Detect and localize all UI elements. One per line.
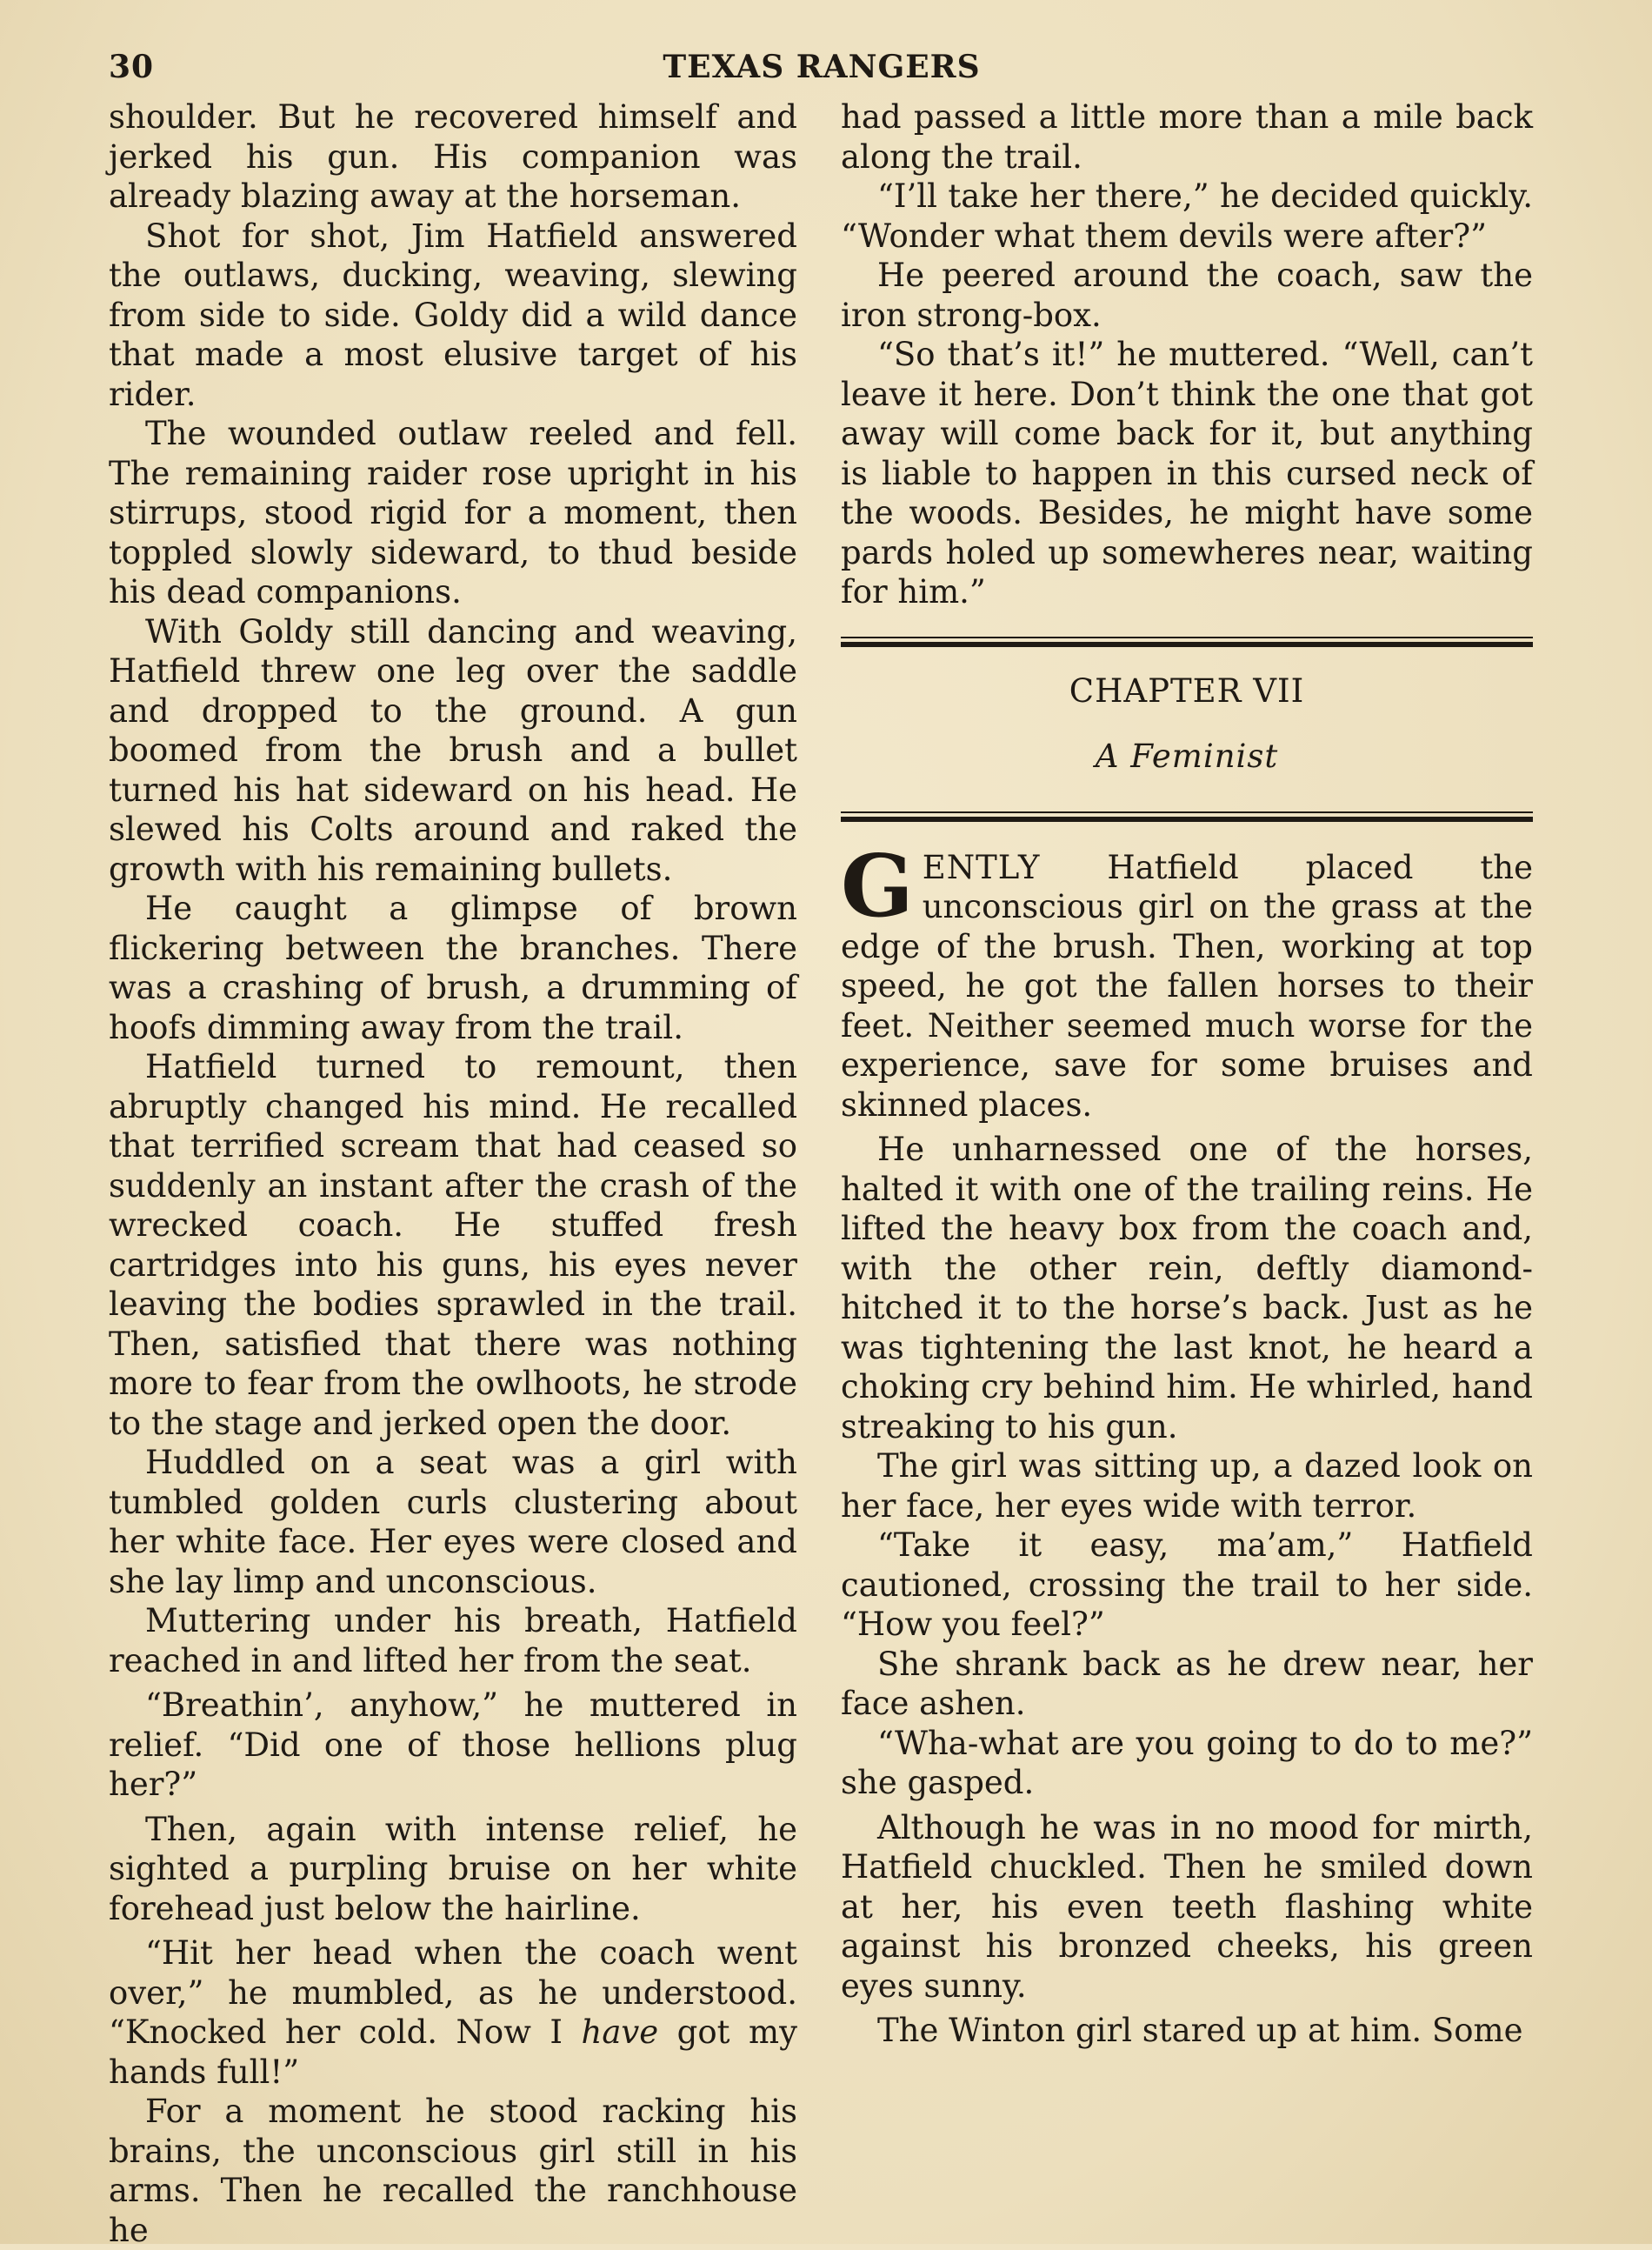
- paragraph: “I’ll take her there,” he decided quickly. “Wonder what them devils were after?”: [841, 177, 1533, 255]
- paragraph: He caught a glimpse of brown flickering between the branches. There was a crashing of brush, a drumming of hoofs dimming away from the trail.: [109, 890, 797, 1046]
- divider: [841, 817, 1533, 822]
- paragraph: For a moment he stood racking his brains, the unconscious girl still in his arms. Then he recalled the ranchhouse he: [109, 2093, 797, 2249]
- page-number: 30: [109, 49, 155, 85]
- right-column: [841, 97, 1533, 2051]
- paragraph: shoulder. But he recovered himself and jerked his gun. His companion was already blazing away at the horseman.: [109, 98, 797, 215]
- paragraph: “Breathin’, anyhow,” he muttered in relief. “Did one of those hellions plug her?”: [109, 1686, 797, 1803]
- paragraph: Huddled on a seat was a girl with tumbled golden curls clustering about her white face. Her eyes were closed and she lay limp and unconscious.: [109, 1444, 797, 1600]
- text-run: “Hit her head when the coach went over,” he mumbled, as he understood. “Knocked her cold. Now I: [109, 1934, 797, 2051]
- paragraph: “So that’s it!” he muttered. “Well, can’t leave it here. Don’t think the one that got away will come back for it, but anything is liable to happen in this cursed neck of the woods. Besides, he might have some pards holed up somewheres near, waiting for him.”: [841, 336, 1533, 611]
- divider: [841, 637, 1533, 638]
- paragraph: Then, again with intense relief, he sighted a purpling bruise on her white forehead just below the hairline.: [109, 1810, 797, 1927]
- paragraph: She shrank back as he drew near, her face ashen.: [841, 1645, 1533, 1722]
- chapter-title: CHAPTER VII: [1069, 671, 1305, 710]
- paragraph: Although he was in no mood for mirth, Hatfield chuckled. Then he smiled down at her, his even teeth flashing white against his bronzed cheeks, his green eyes sunny.: [841, 1808, 1533, 2005]
- paragraph: The wounded outlaw reeled and fell. The remaining raider rose upright in his stirrups, stood rigid for a moment, then toppled slowly sideward, to thud beside his dead companions.: [109, 415, 797, 611]
- chapter-subtitle: A Feminist: [1095, 738, 1279, 775]
- chapter-rule-top: [841, 637, 1533, 647]
- drop-cap: G: [841, 836, 914, 937]
- paragraph: [109, 1933, 797, 2092]
- paragraph: Shot for shot, Jim Hatfield answered the outlaws, ducking, weaving, slewing from side to side. Goldy did a wild dance that made a most elusive target of his rider.: [109, 217, 797, 413]
- paragraph: had passed a little more than a mile back along the trail.: [841, 98, 1533, 176]
- paragraph: [841, 836, 1533, 1125]
- chapter-rule-bottom: [841, 811, 1533, 822]
- paragraph: He unharnessed one of the horses, halted it with one of the trailing reins. He lifted the heavy box from the coach and, with the other rein, deftly diamond-hitched it to the horse’s back. Just as he was tightening the last knot, he heard a choking cry behind him. He whirled, hand streaking to his gun.: [841, 1131, 1533, 1445]
- paragraph: He peered around the coach, saw the iron strong-box.: [841, 257, 1533, 334]
- small-caps-lead: ENTLY: [922, 848, 1041, 886]
- paragraph: The Winton girl stared up at him. Some: [877, 2012, 1523, 2049]
- text-run: got my hands full!”: [109, 2013, 797, 2091]
- page-header: [109, 49, 1535, 94]
- paragraph: Muttering under his breath, Hatfield reached in and lifted her from the seat.: [109, 1602, 797, 1679]
- divider: [841, 642, 1533, 647]
- divider: [841, 811, 1533, 813]
- paragraph: “Wha-what are you going to do to me?” she gasped.: [841, 1724, 1533, 1801]
- running-title: TEXAS RANGERS: [663, 49, 981, 85]
- paragraph: With Goldy still dancing and weaving, Hatfield threw one leg over the saddle and dropped to the ground. A gun boomed from the brush and a bullet turned his hat sideward on his head. He slewed his Colts around and raked the growth with his remaining bullets.: [109, 612, 797, 888]
- italic-text: have: [581, 2013, 659, 2051]
- paragraph: The girl was sitting up, a dazed look on her face, her eyes wide with terror.: [841, 1447, 1533, 1525]
- paragraph: Hatfield turned to remount, then abruptly changed his mind. He recalled that terrified scream that had ceased so suddenly an instant after the crash of the wrecked coach. He stuffed fresh cartridges into his guns, his eyes never leaving the bodies sprawled in the trail. Then, satisfied that there was nothing more to fear from the owlhoots, he strode to the stage and jerked open the door.: [109, 1048, 797, 1442]
- paragraph: “Take it easy, ma’am,” Hatfield cautioned, crossing the trail to her side. “How you feel?”: [841, 1526, 1533, 1643]
- left-column: [109, 97, 797, 2250]
- text-run: Hatfield placed the unconscious girl on the grass at the edge of the brush. Then, working at top speed, he got the fallen horses to their feet. Neither seemed much worse for the experience, save for some bruises and skinned places.: [841, 848, 1533, 1124]
